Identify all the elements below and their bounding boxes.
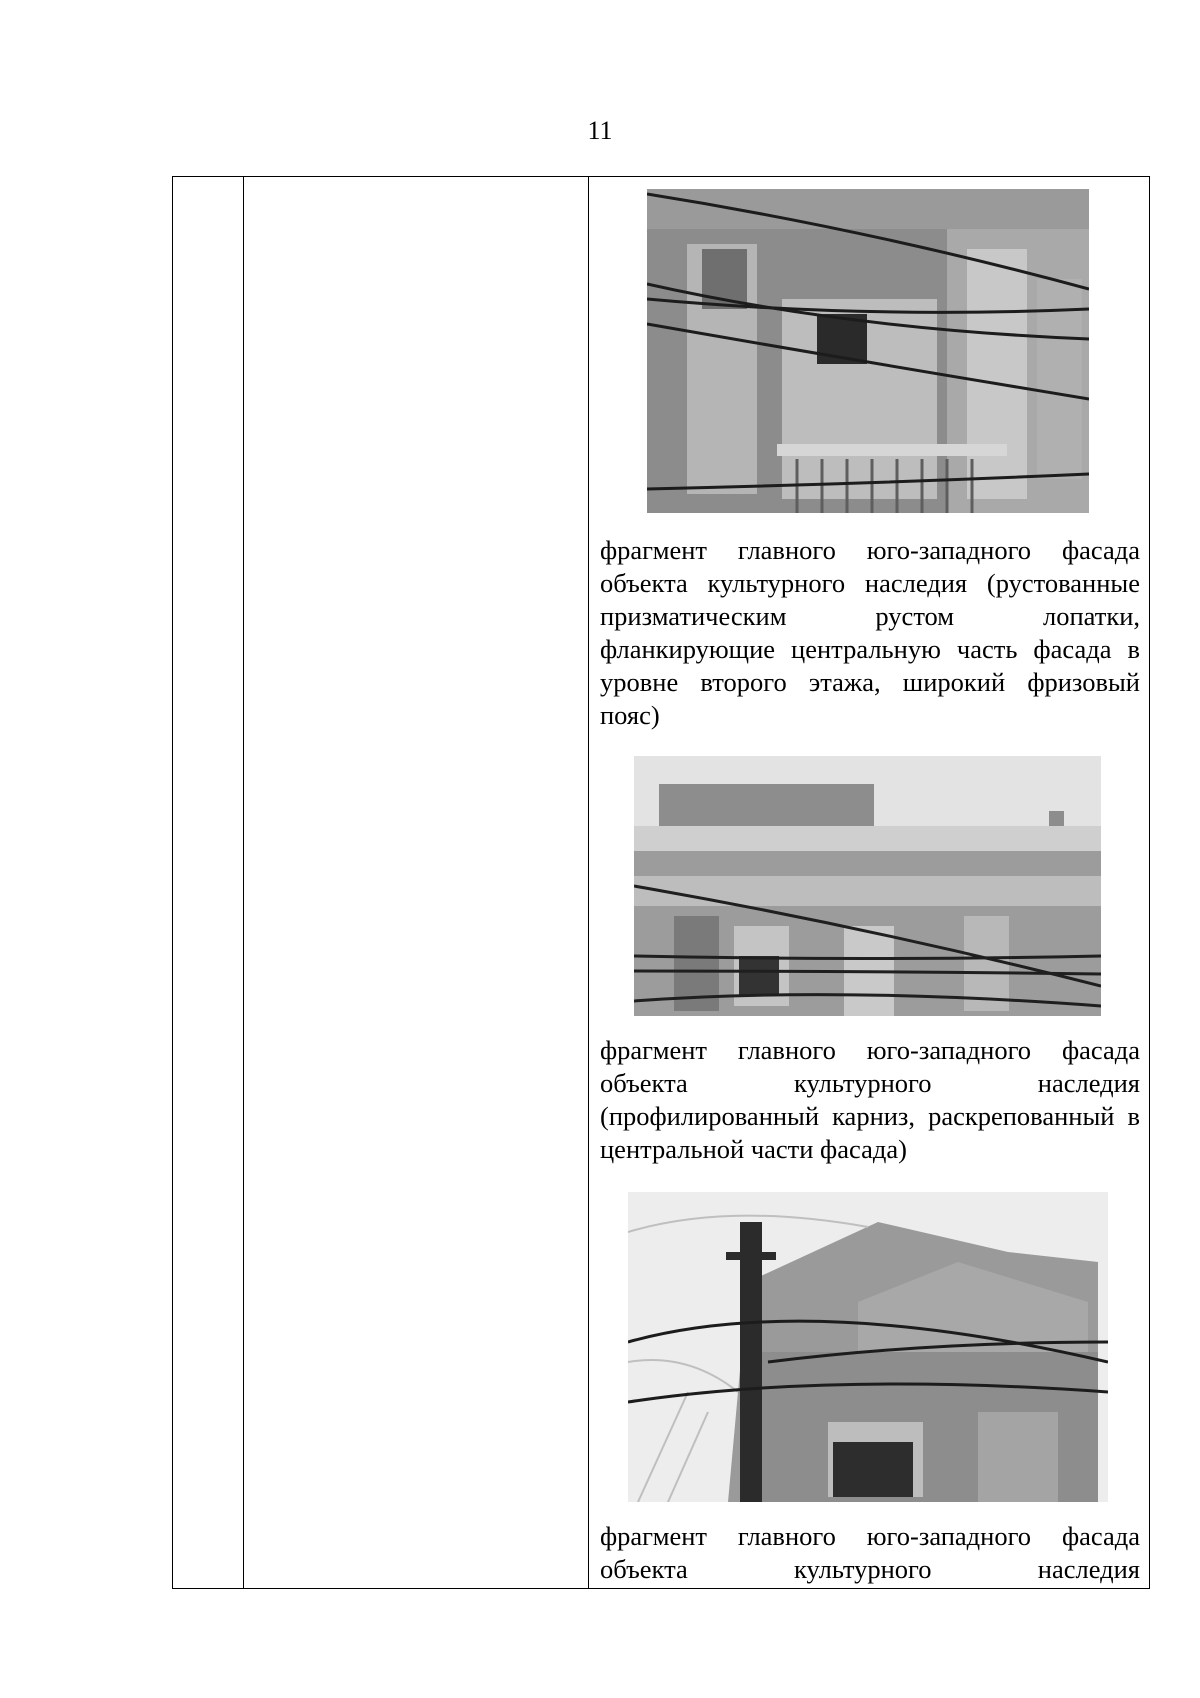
table-cell-description — [244, 177, 589, 1589]
photo-caption-2: фрагмент главного юго-западного фасада объекта культурного наследия (профилированный карниз, раскрепованный в центральной части фасада) — [600, 1035, 1140, 1164]
facade-photo-2 — [634, 756, 1101, 1016]
document-table — [172, 176, 1150, 1589]
table-cell-index — [173, 177, 244, 1589]
table-row — [173, 177, 1150, 1589]
photo-caption-3: фрагмент главного юго-западного фасада объекта культурного наследия — [600, 1521, 1140, 1584]
facade-photo-3 — [628, 1192, 1108, 1502]
page-number: 11 — [587, 116, 613, 145]
facade-photo-1 — [647, 189, 1089, 513]
table-cell-photos — [589, 177, 1150, 1589]
photo-caption-1: фрагмент главного юго-западного фасада объекта культурного наследия (рустованные призматическим рустом лопатки, фланкирующие центральную часть фасада в уровне второго этажа, широкий фризовый пояс) — [600, 535, 1140, 730]
